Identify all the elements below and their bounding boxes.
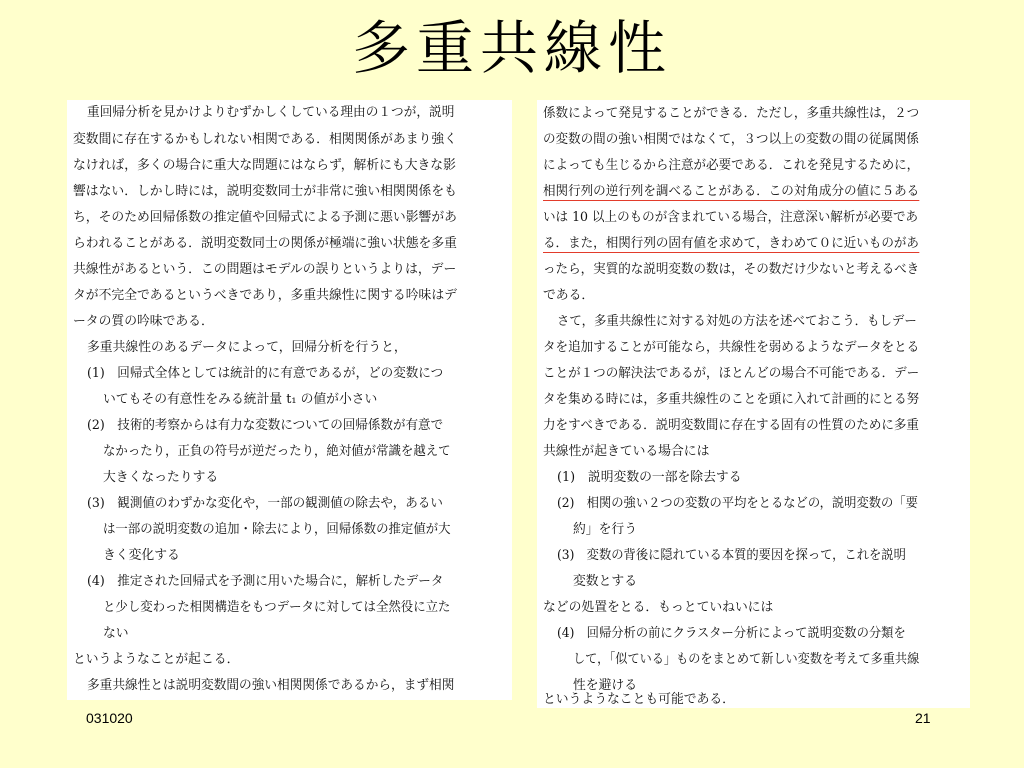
text-line: なかったり，正負の符号が逆だったり，絶対値が常識を越えて (103, 444, 451, 459)
list-item: (3) 観測値のわずかな変化や，一部の観測値の除去や，あるい (87, 496, 443, 511)
footer-date-code: 031020 (86, 710, 133, 726)
list-item: (4) 回帰分析の前にクラスター分析によって説明変数の分類を (557, 626, 906, 641)
text-line: タを追加することが可能なら，共線性を弱めるようなデータをとる (543, 340, 920, 355)
text-line: 共線性が起きている場合には (543, 444, 710, 459)
list-item: (2) 技術的考察からは有力な変数についての回帰係数が有意で (87, 418, 444, 433)
text-line: きく変化する (103, 548, 180, 563)
text-line-underlined (543, 234, 919, 254)
text-line: などの処置をとる．もっとていねいには (543, 600, 774, 615)
text-line: 共線性があるという．この問題はモデルの誤りというよりは，デー (73, 262, 457, 277)
text-line: 多重共線性とは説明変数間の強い相関関係であるから，まず相関 (87, 678, 455, 693)
slide-title: 多重共線性 (351, 14, 672, 82)
text-line: ータの質の吟味である． (73, 314, 214, 329)
text-line: らわれることがある．説明変数同士の関係が極端に強い状態を多重 (73, 236, 457, 251)
underline-mark (543, 236, 919, 253)
text-line: 力をすべきである．説明変数間に存在する固有の性質のために多重 (543, 418, 919, 433)
list-item: (2) 相関の強い２つの変数の平均をとるなどの，説明変数の「要 (557, 496, 918, 511)
text-line: 性を避ける (573, 678, 637, 693)
list-item: (1) 回帰式全体としては統計的に有意であるが，どの変数につ (87, 366, 444, 381)
list-item: (3) 変数の背後に隠れている本質的要因を探って，これを説明 (557, 548, 906, 563)
text-line-underlined (543, 182, 919, 202)
text-line: ない (103, 626, 129, 641)
text-line: は一部の説明変数の追加・除去により，回帰係数の推定値が大 (103, 522, 451, 537)
page-number: 21 (915, 710, 931, 726)
text-line: 響はない．しかし時には，説明変数同士が非常に強い相関関係をも (73, 184, 457, 199)
text-line: 重回帰分析を見かけよりむずかしくしている理由の１つが，説明 (87, 105, 455, 120)
scanned-text-right (537, 100, 970, 708)
text-line: 変数とする (573, 574, 637, 589)
text-line: タを集める時には，多重共線性のことを頭に入れて計画的にとる努 (543, 392, 920, 407)
text-line: と少し変わった相関構造をもつデータに対しては全然役に立た (103, 600, 451, 615)
text-line: いは 10 以上のものが含まれている場合，注意深い解析が必要であ (543, 210, 919, 225)
text-line: というようなことが起こる． (73, 652, 240, 667)
underlined-text: る．また，相関行列の固有値を求めて，きわめて０に近いものがあ (543, 236, 919, 251)
text-line: 約」を行う (573, 522, 637, 537)
text-line: 変数間に存在するかもしれない相関である．相関関係があまり強く (73, 132, 457, 147)
text-line: である． (543, 288, 595, 303)
text-line: して，「似ている」ものをまとめて新しい変数を考えて多重共線 (573, 652, 920, 667)
underlined-text: 相関行列の逆行列を調べることがある．この対角成分の値に５ある (543, 184, 920, 199)
text-line: ことが１つの解決法であるが，ほとんどの場合不可能である．デー (543, 366, 920, 381)
text-line: によっても生じるから注意が必要である．これを発見するために， (543, 158, 920, 173)
scanned-text-left (67, 100, 512, 700)
list-item: (1) 説明変数の一部を除去する (557, 470, 742, 485)
text-line: 多重共線性のあるデータによって，回帰分析を行うと， (87, 340, 407, 355)
text-line: タが不完全であるというべきであり，多重共線性に関する吟味はデ (73, 288, 457, 303)
text-line: の変数の間の強い相関ではなくて，３つ以上の変数の間の従属関係 (543, 132, 919, 147)
text-line: ち，そのため回帰係数の推定値や回帰式による予測に悪い影響があ (73, 210, 457, 225)
list-item: (4) 推定された回帰式を予測に用いた場合に，解析したデータ (87, 574, 444, 589)
underline-mark (543, 184, 919, 201)
text-line: ったら，実質的な説明変数の数は，その数だけ少ないと考えるべき (543, 262, 920, 277)
text-line: いてもその有意性をみる統計量 t₁ の値が小さい (103, 392, 378, 407)
text-line: というようなことも可能である． (543, 692, 735, 707)
text-line: 大きくなったりする (103, 470, 219, 485)
text-line: なければ，多くの場合に重大な問題にはならず，解析にも大きな影 (73, 158, 456, 173)
text-line: 係数によって発見することができる．ただし，多重共線性は，２つ (543, 106, 920, 121)
text-line: さて，多重共線性に対する対処の方法を述べておこう．もしデー (557, 314, 917, 329)
